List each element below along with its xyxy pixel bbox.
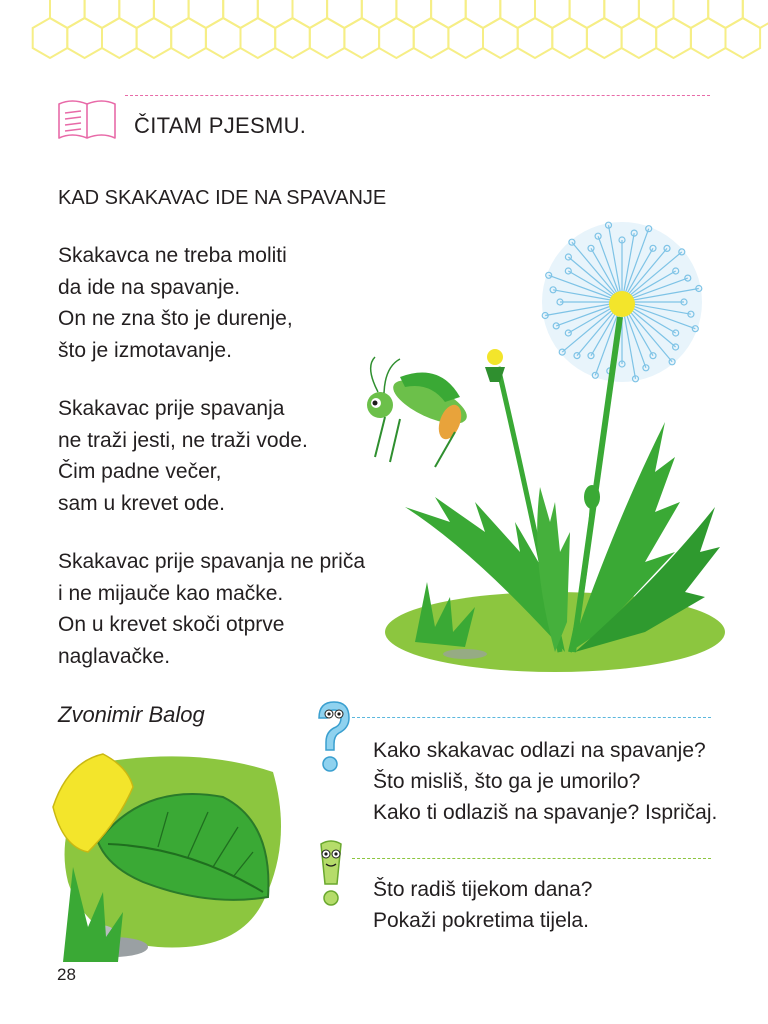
honeycomb-cell <box>293 0 328 28</box>
question-item: Kako skakavac odlazi na spavanje? <box>373 739 706 762</box>
question-item: Što radiš tijekom dana? <box>373 878 593 901</box>
question-item: Kako ti odlaziš na spavanje? Ispričaj. <box>373 801 718 824</box>
honeycomb-cell <box>500 0 535 28</box>
question-list-1 <box>373 735 717 828</box>
honeycomb-cell <box>604 0 639 28</box>
question-item: Što misliš, što ga je umorilo? <box>373 770 641 793</box>
poem-line: Skakavac prije spavanja ne priča <box>58 550 366 573</box>
page-number: 28 <box>57 965 76 984</box>
poem-line: naglavačke. <box>58 644 171 668</box>
honeycomb-cell <box>119 0 154 28</box>
question-dashed-line <box>352 717 711 718</box>
honeycomb-cell <box>362 0 397 28</box>
header-dashed-line <box>125 95 710 96</box>
honeycomb-cell <box>85 0 120 28</box>
honeycomb-cell <box>431 0 466 28</box>
poem-line: On ne zna što je durenje, <box>58 307 293 330</box>
poem-title: KAD SKAKAVAC IDE NA SPAVANJE <box>58 187 387 209</box>
honeycomb-cell <box>674 0 709 28</box>
poem-line: Skakavac prije spavanja <box>58 397 285 420</box>
exclamation-dashed-line <box>352 858 711 859</box>
exclamation-mark-character-icon <box>313 838 349 910</box>
question-mark-character-icon <box>313 700 355 774</box>
honeycomb-cell <box>189 0 224 28</box>
section-title: ČITAM PJESMU. <box>134 113 307 138</box>
poem-line: da ide na spavanje. <box>58 275 241 299</box>
dandelion-grasshopper-illustration <box>355 222 725 682</box>
poem-line: Čim padne večer, <box>58 460 222 483</box>
honeycomb-cell <box>396 0 431 28</box>
poem-stanza-3 <box>58 546 365 672</box>
poem-author: Zvonimir Balog <box>58 702 205 727</box>
question-item: Pokaži pokretima tijela. <box>373 909 589 932</box>
honeycomb-border <box>0 0 768 70</box>
honeycomb-cell <box>743 0 768 28</box>
poem-stanza-2 <box>58 393 308 519</box>
honeycomb-cell <box>639 0 674 28</box>
poem-line: Skakavca ne treba moliti <box>58 244 287 267</box>
question-list-2 <box>373 874 592 936</box>
honeycomb-cell <box>535 0 570 28</box>
honeycomb-cell <box>223 0 258 28</box>
poem-line: i ne mijauče kao mačke. <box>58 581 284 605</box>
honeycomb-cell <box>50 0 85 28</box>
honeycomb-cell <box>154 0 189 28</box>
book-icon <box>57 96 119 140</box>
honeycomb-cell <box>708 0 743 28</box>
poem-stanza-1 <box>58 240 293 366</box>
leaf-bed-pillow-illustration <box>48 752 298 967</box>
honeycomb-cell <box>327 0 362 28</box>
honeycomb-cell <box>570 0 605 28</box>
honeycomb-cell <box>466 0 501 28</box>
poem-line: ne traži jesti, ne traži vode. <box>58 428 308 452</box>
poem-line: što je izmotavanje. <box>58 338 232 362</box>
poem-line: sam u krevet ode. <box>58 491 225 515</box>
poem-line: On u krevet skoči otprve <box>58 613 285 636</box>
honeycomb-cell <box>258 0 293 28</box>
